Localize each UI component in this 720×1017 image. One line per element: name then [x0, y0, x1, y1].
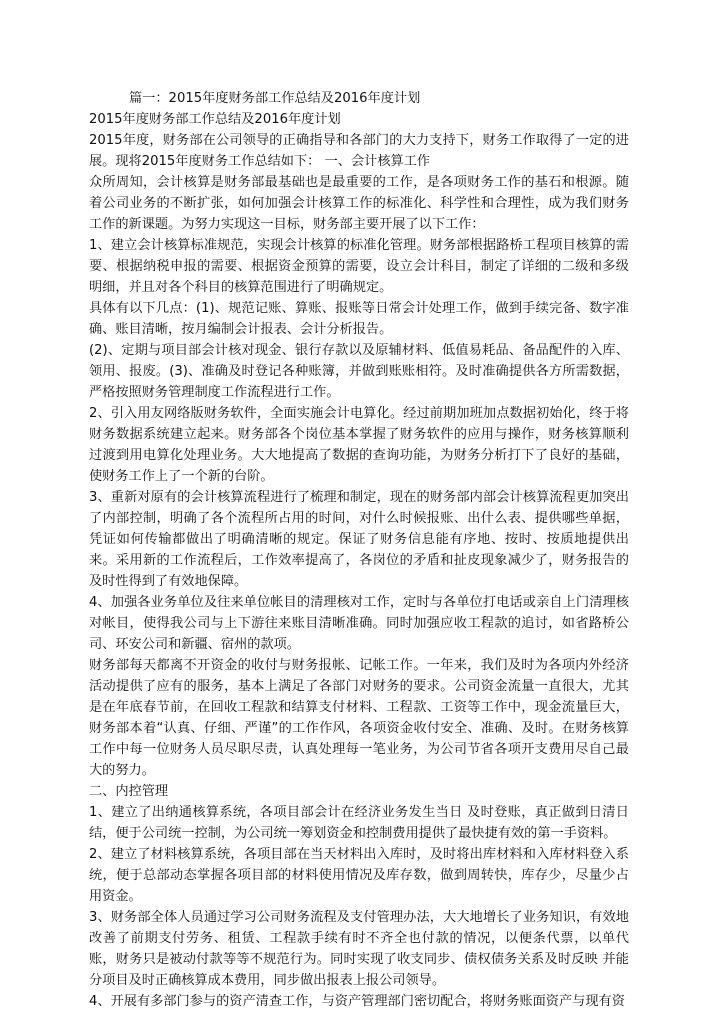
document-subtitle: 2015年度财务部工作总结及2016年度计划 — [89, 112, 341, 127]
paragraph-cash-flow: 财务部每天都离不开资金的收付与财务报帐、记帐工作。一年来，我们及时为各项内外经济活动提供了应有的服务，基本上满足了各部门对财务的要求。公司资金流量一直很大，尤其是在年底春节前，在回收工程款和结算支付材料、工程款、工资等工作中，现金流量巨大，财务部本着“认真、仔细、严谨”的工作作风，各项资金收付安全、准确、及时。在财务核算工作中每一位财务人员尽职尽责，认真处理每一笔业务，为公司节省各项开支费用尽自己最大的努力。 — [89, 658, 629, 778]
paragraph-control-3: 3、财务部全体人员通过学习公司财务流程及支付管理办法，大大地增长了业务知识，有效地改善了前期支付劳务、租赁、工程款手续有时不齐全也付款的情况，以便条代票，以单代账，财务只是被动付款等等不规范行为。同时实现了收支同步、债权债务关系及时反映 并能分项目及时正确核算成本费用，同步做出报表上报公司领导。 — [89, 910, 629, 988]
paragraph-item-4: 4、加强各业务单位及往来单位帐目的清理核对工作，定时与各单位打电话或亲自上门清理核对帐目，使得我公司与上下游往来账目清晰准确。同时加强应收工程款的追讨，如省路桥公司、环安公司和新疆、宿州的款项。 — [89, 595, 629, 652]
paragraph-item-3: 3、重新对原有的会计核算流程进行了梳理和制定，现在的财务部内部会计核算流程更加突出了内部控制，明确了各个流程所占用的时间，对什么时候报账、出什么表、提供哪些单据，凭证如何传输都做出了明确清晰的规定。保证了财务信息能有序地、按时、按质地提供出来。采用新的工作流程后，工作效率提高了，各岗位的矛盾和扯皮现象减少了，财务报告的及时性得到了有效地保障。 — [89, 490, 629, 589]
document-page — [89, 88, 629, 1012]
paragraph-overview: 众所周知，会计核算是财务部最基础也是最重要的工作，是各项财务工作的基石和根源。随着公司业务的不断扩张，如何加强会计核算工作的标准化、科学性和合理性，成为我们财务工作的新课题。为努力实现这一目标，财务部主要开展了以下工作： — [89, 175, 629, 232]
section-heading-internal-control: 二、内控管理 — [89, 784, 169, 799]
paragraph-item-2: 2、引入用友网络版财务软件，全面实施会计电算化。经过前期加班加点数据初始化，终于将财务数据系统建立起来。财务部各个岗位基本掌握了财务软件的应用与操作，财务核算顺利过渡到用电算化处理业务。大大地提高了数据的查询功能，为财务分析打下了良好的基础，使财务工作上了一个新的台阶。 — [89, 406, 629, 484]
paragraph-control-2: 2、建立了材料核算系统，各项目部在当天材料出入库时，及时将出库材料和入库材料登入系统，便于总部动态掌握各项目部的材料使用情况及库存数，做到周转快，库存少，尽量少占用资金。 — [89, 847, 629, 904]
paragraph-intro: 2015年度，财务部在公司领导的正确指导和各部门的大力支持下，财务工作取得了一定的进展。现将2015年度财务工作总结如下： 一、会计核算工作 — [89, 133, 629, 169]
paragraph-control-4: 4、开展有多部门参与的资产清查工作，与资产管理部门密切配合，将财务账面资产与现有资 — [89, 994, 625, 1009]
paragraph-item-1: 1、建立会计核算标准规范，实现会计核算的标准化管理。财务部根据路桥工程项目核算的需要、根据纳税申报的需要、根据资金预算的需要，设立会计科目，制定了详细的二级和多级明细，并且对各个科目的核算范围进行了明确规定。 — [89, 238, 629, 295]
paragraph-item-1-detail-2: (2)、定期与项目部会计核对现金、银行存款以及原辅材料、低值易耗品、备品配件的入库、领用、报废。(3)、准确及时登记各种账簿，并做到账账相符。及时准确提供各方所需数据，严格按照财务管理制度工作流程进行工作。 — [89, 343, 629, 400]
paragraph-control-1: 1、建立了出纳通核算系统，各项目部会计在经济业务发生当日 及时登账，真正做到日清日结，便于公司统一控制，为公司统一筹划资金和控制费用提供了最快捷有效的第一手资料。 — [89, 805, 629, 841]
paragraph-item-1-detail: 具体有以下几点：(1)、规范记账、算账、报账等日常会计处理工作，做到手续完备、数字准确、账目清晰，按月编制会计报表、会计分析报告。 — [89, 301, 629, 337]
document-heading: 篇一：2015年度财务部工作总结及2016年度计划 — [129, 91, 421, 106]
